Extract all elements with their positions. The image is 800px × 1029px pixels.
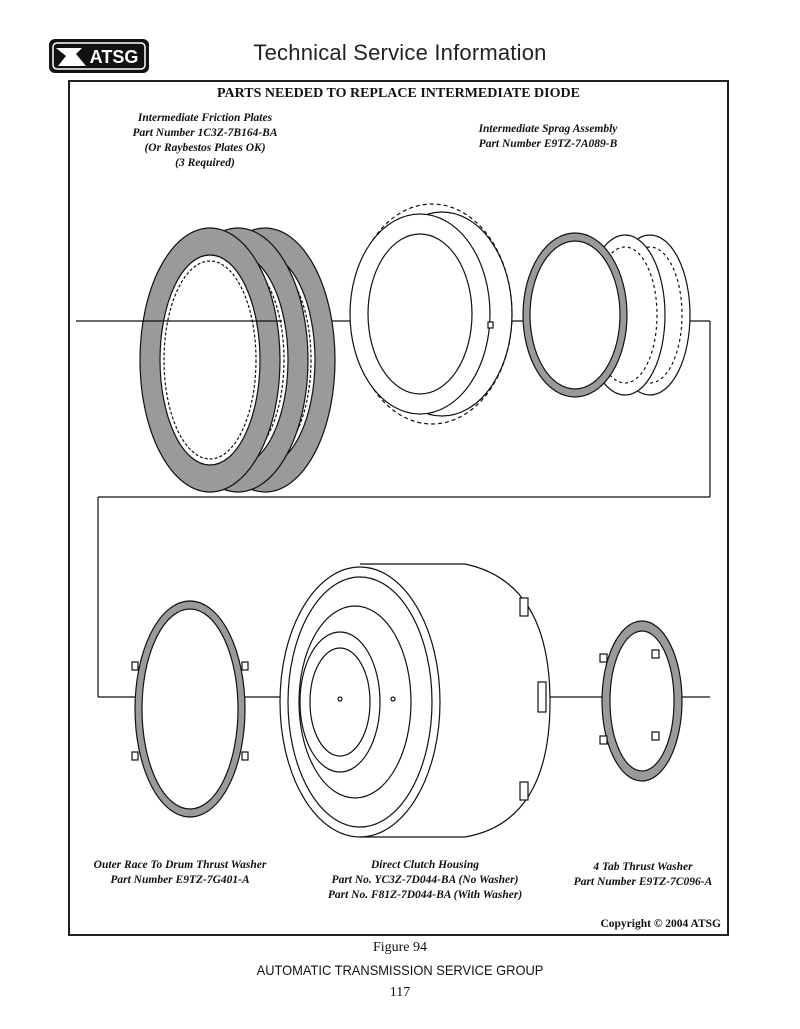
tab-thrust-washer-label: 4 Tab Thrust Washer Part Number E9TZ-7C096-A [573,861,713,888]
logo-text: ATSG [89,47,139,67]
exploded-view-drawing [70,82,727,934]
page-number: 117 [389,985,411,1000]
organization-name: AUTOMATIC TRANSMISSION SERVICE GROUP [256,962,544,978]
outer-race-washer-label: Outer Race To Drum Thrust Washer Part Number E9TZ-7G401-A [93,859,267,886]
tab-thrust-washer-illustration [600,621,682,781]
figure-frame [68,80,729,936]
page-title: Technical Service Information [253,40,547,65]
direct-clutch-housing-label: Direct Clutch Housing Part No. YC3Z-7D044-BA (No Washer) Part No. F81Z-7D044-BA (With Washer) [327,859,523,901]
sprag-assembly-label: Intermediate Sprag Assembly Part Number E9TZ-7A089-B [478,123,618,150]
friction-plates-label: Intermediate Friction Plates Part Number 1C3Z-7B164-BA (Or Raybestos Plates OK) (3 Required) [132,112,278,169]
sprag-assembly-illustration [523,233,690,397]
intermediate-drum-illustration [350,204,512,424]
figure-title: PARTS NEEDED TO REPLACE INTERMEDIATE DIODE [217,86,580,101]
direct-clutch-housing-illustration [280,564,550,837]
outer-race-washer-illustration [132,601,248,817]
friction-plates-illustration [140,228,335,492]
copyright-notice: Copyright © 2004 ATSG [600,918,721,930]
figure-number: Figure 94 [372,940,428,955]
